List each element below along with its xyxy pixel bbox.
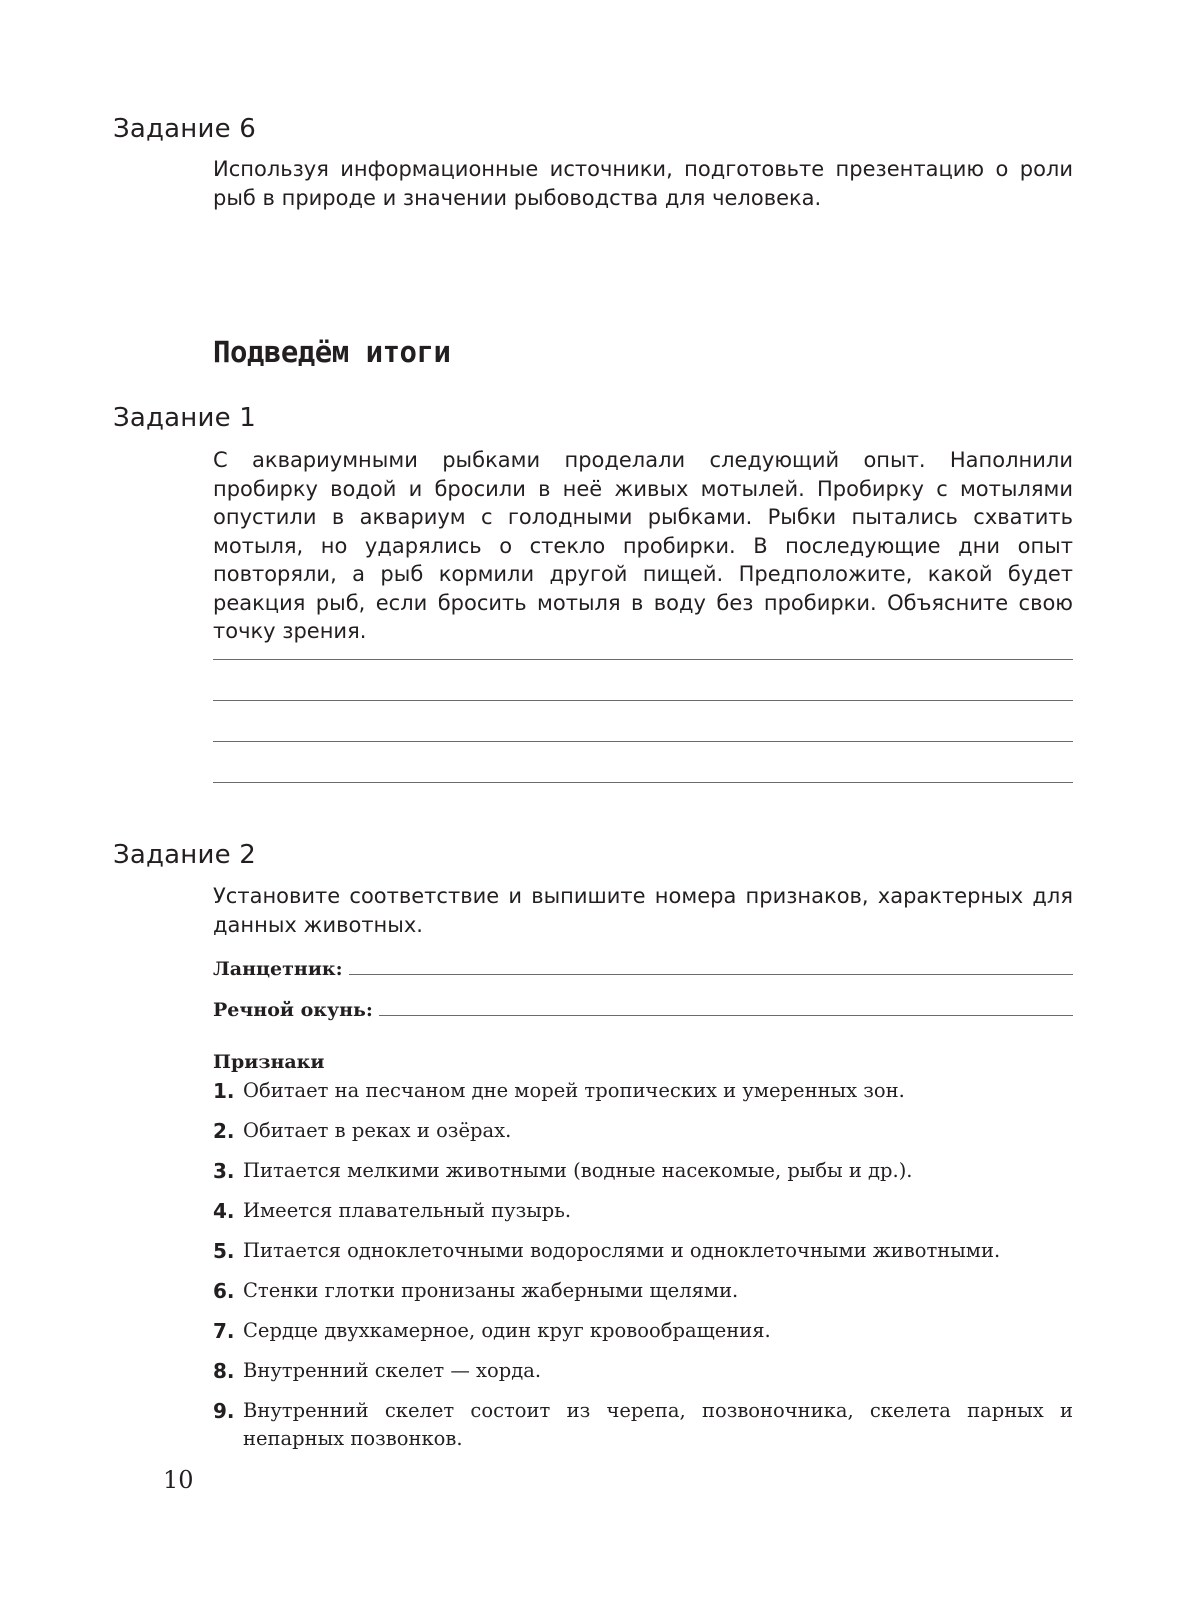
feature-item <box>213 1357 1073 1385</box>
features-heading: Признаки <box>213 1051 325 1073</box>
feature-item <box>213 1237 1073 1265</box>
feature-number: 2. <box>213 1119 235 1143</box>
feature-text: Внутренний скелет — хорда. <box>243 1359 542 1382</box>
feature-number: 4. <box>213 1199 235 1223</box>
feature-number: 1. <box>213 1079 235 1103</box>
answer-line-3[interactable] <box>213 741 1073 742</box>
feature-item <box>213 1277 1073 1305</box>
task1-text: С аквариумными рыбками проделали следующий опыт. Наполнили пробирку водой и бросили в неё живых мотылей. Пробирку с мотылями опустили в аквариум с голодными рыбками. Рыбки пытались схватить мотыля, но ударялись о стекло пробирки. В последующие дни опыт повторяли, а рыб кормили другой пищей. Предположите, какой будет реакция рыб, если бросить мотыля в воду без пробирки. Объясните свою точку зрения. <box>213 448 1073 643</box>
feature-item <box>213 1317 1073 1345</box>
task6-title: Задание 6 <box>113 114 257 144</box>
feature-text: Внутренний скелет состоит из черепа, позвоночника, скелета парных и непарных позвонков. <box>243 1399 1073 1450</box>
feature-text: Обитает в реках и озёрах. <box>243 1119 512 1142</box>
feature-text: Обитает на песчаном дне морей тропических и умеренных зон. <box>243 1079 905 1102</box>
task6-text: Используя информационные источники, подготовьте презентацию о роли рыб в природе и значении рыбоводства для человека. <box>213 157 1073 210</box>
feature-number: 6. <box>213 1279 235 1303</box>
feature-item <box>213 1077 1073 1105</box>
lancelet-label: Ланцетник: <box>213 958 343 980</box>
feature-text: Питается одноклеточными водорослями и одноклеточными животными. <box>243 1239 1001 1262</box>
feature-text: Питается мелкими животными (водные насекомые, рыбы и др.). <box>243 1159 913 1182</box>
lancelet-answer-line[interactable] <box>349 954 1073 975</box>
feature-item <box>213 1117 1073 1145</box>
feature-number: 5. <box>213 1239 235 1263</box>
lancelet-answer-row <box>213 954 1073 982</box>
perch-answer-row <box>213 995 1073 1023</box>
perch-answer-line[interactable] <box>379 995 1073 1016</box>
feature-item <box>213 1397 1073 1453</box>
feature-item <box>213 1157 1073 1185</box>
feature-item <box>213 1197 1073 1225</box>
feature-text: Сердце двухкамерное, один круг кровообращения. <box>243 1319 771 1342</box>
perch-label: Речной окунь: <box>213 999 373 1021</box>
feature-number: 9. <box>213 1399 235 1423</box>
page-number: 10 <box>163 1466 194 1494</box>
feature-number: 3. <box>213 1159 235 1183</box>
feature-text: Имеется плавательный пузырь. <box>243 1199 572 1222</box>
answer-line-2[interactable] <box>213 700 1073 701</box>
task2-text: Установите соответствие и выпишите номера признаков, характерных для данных животных. <box>213 884 1073 937</box>
feature-number: 8. <box>213 1359 235 1383</box>
task1-title: Задание 1 <box>113 403 257 433</box>
summary-title: Подведём итоги <box>213 335 451 369</box>
answer-line-1[interactable] <box>213 659 1073 660</box>
features-list <box>213 1077 1073 1465</box>
feature-text: Стенки глотки пронизаны жаберными щелями. <box>243 1279 739 1302</box>
feature-number: 7. <box>213 1319 235 1343</box>
task2-title: Задание 2 <box>113 840 257 870</box>
answer-line-4[interactable] <box>213 782 1073 783</box>
